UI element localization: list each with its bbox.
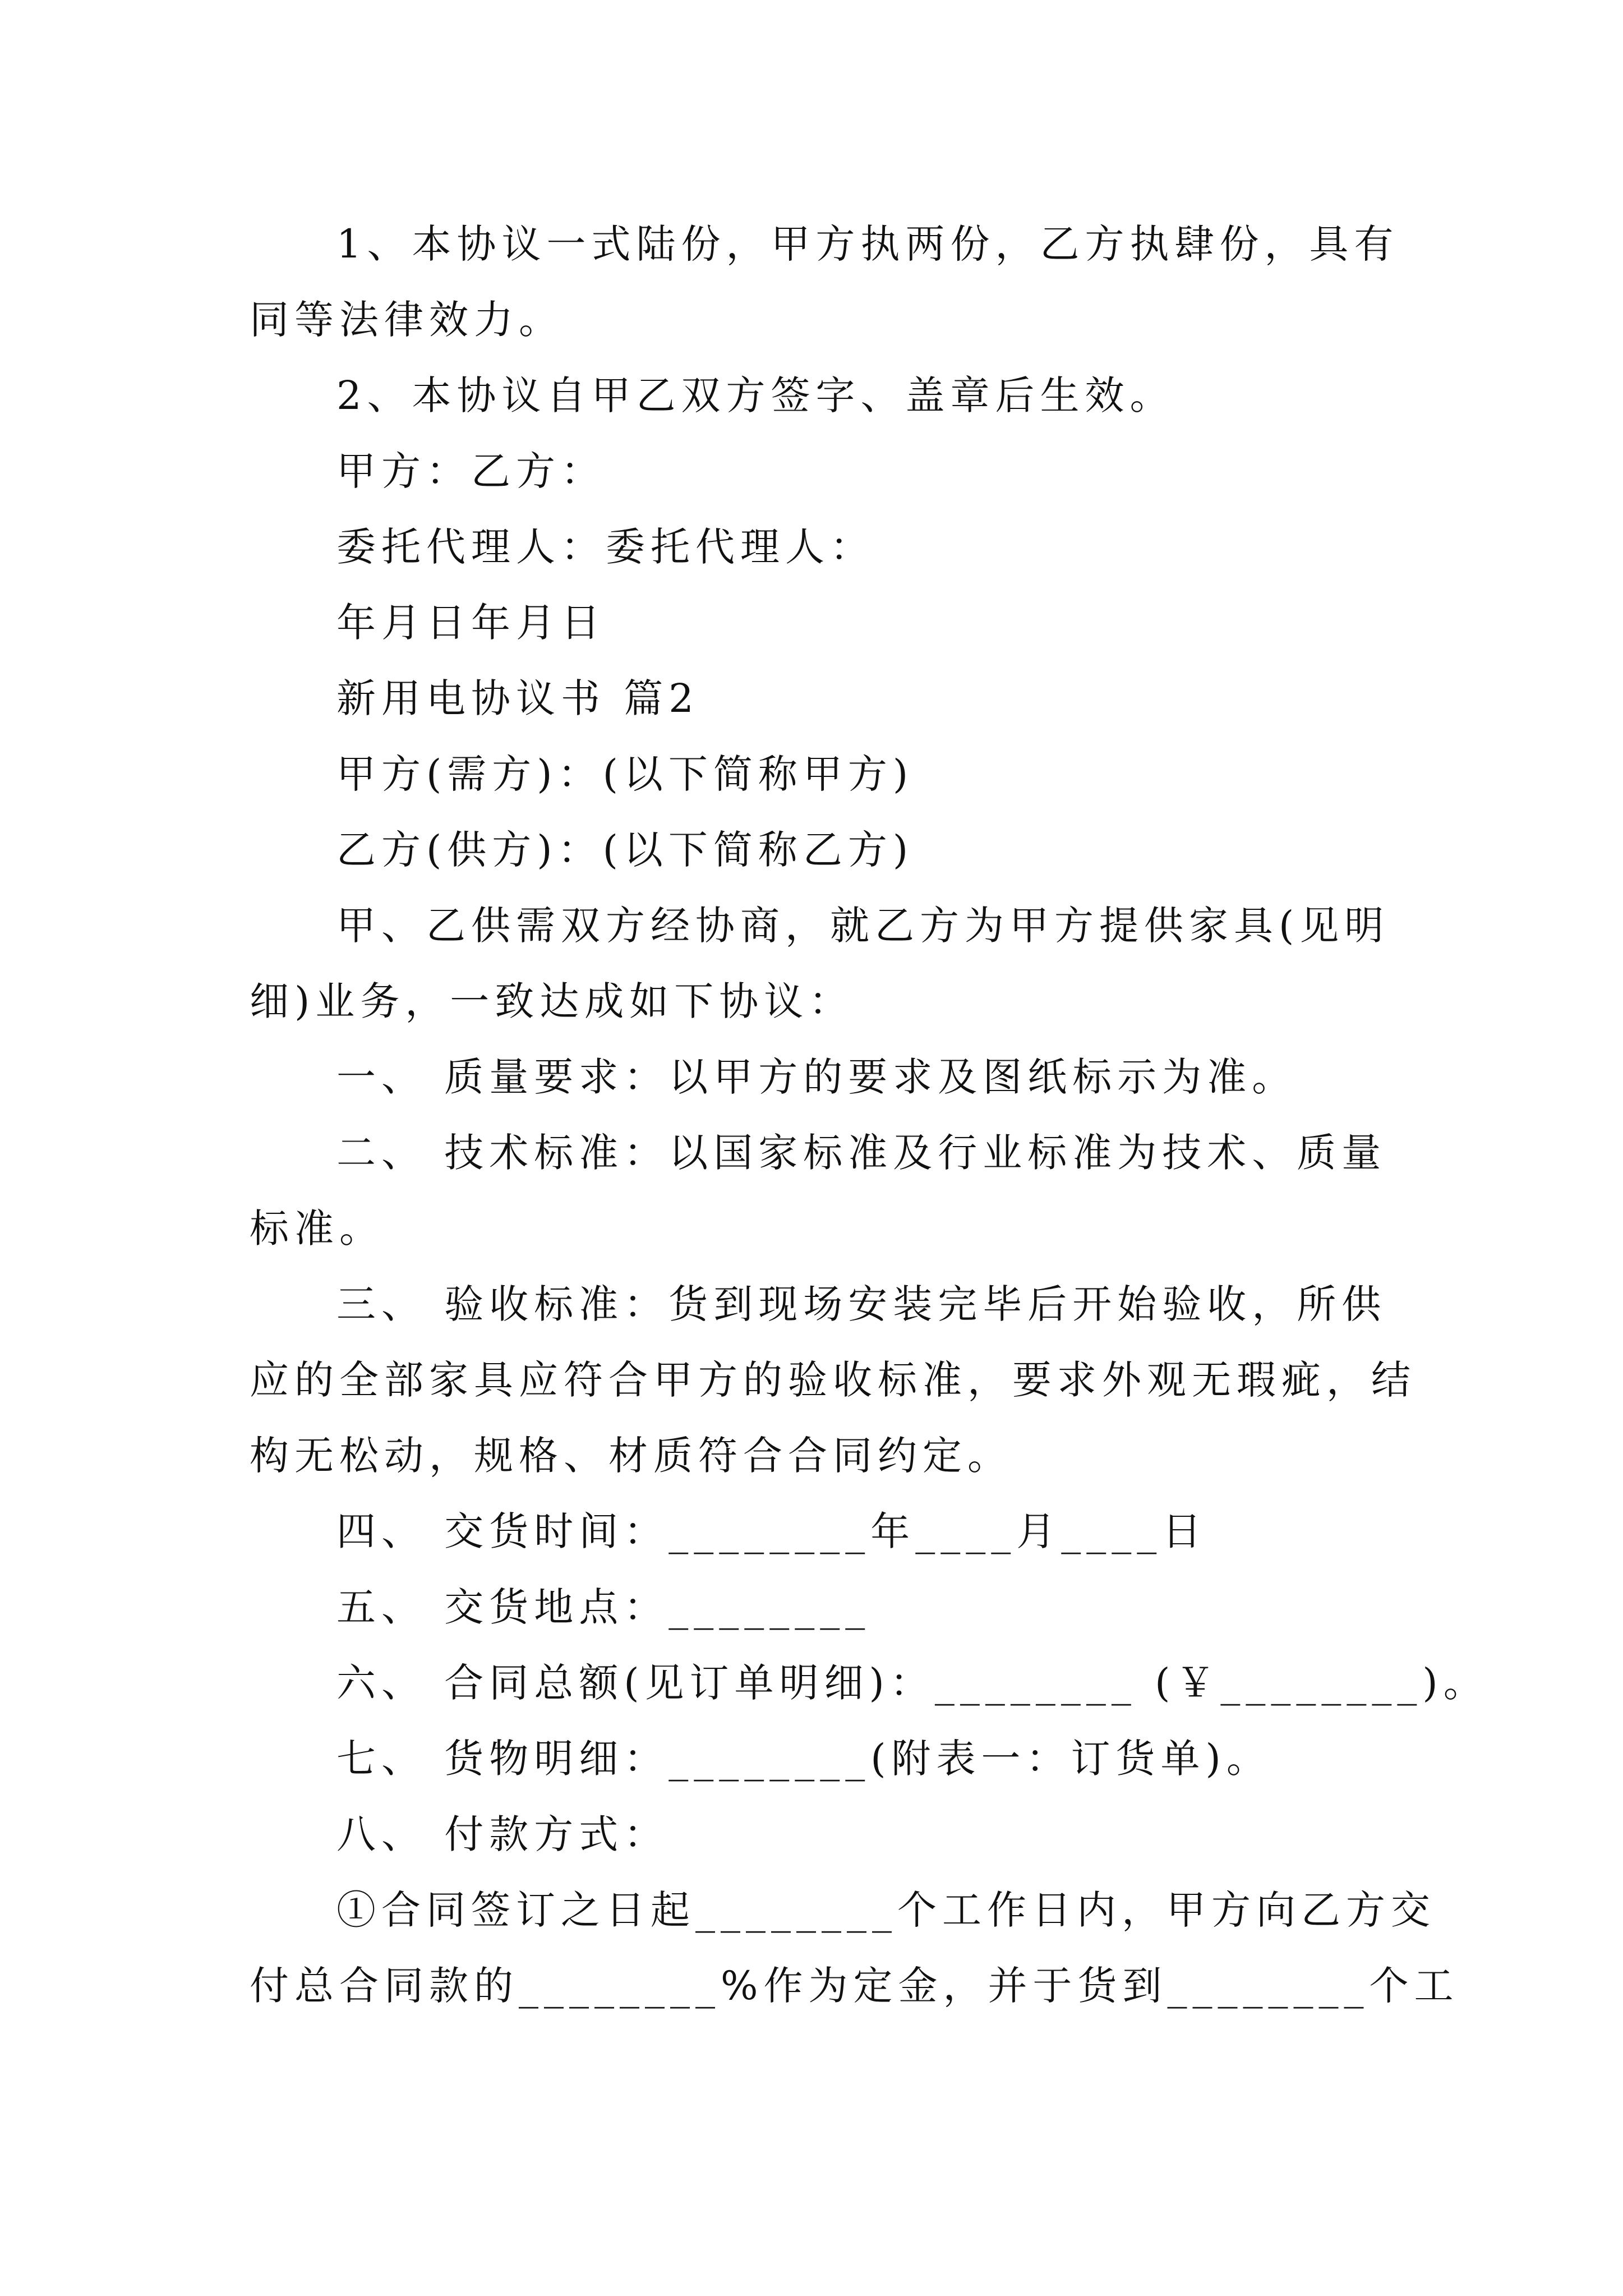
item-2-technical-line-1: 二、 技术标准：以国家标准及行业标准为技术、质量: [336, 1130, 1387, 1176]
date-labels: 年月日年月日: [336, 600, 606, 646]
item-3-acceptance-line-2: 应的全部家具应符合甲方的验收标准，要求外观无瑕疵，结: [250, 1357, 1416, 1403]
clause-1-line-2: 同等法律效力。: [250, 297, 564, 343]
section-title: 新用电协议书 篇2: [336, 675, 699, 721]
intro-line-1: 甲、乙供需双方经协商，就乙方为甲方提供家具(见明: [336, 903, 1390, 949]
item-6-total-amount: 六、 合同总额(见订单明细)：________ (￥________)。: [336, 1660, 1488, 1706]
intro-line-2: 细)业务，一致达成如下协议：: [250, 978, 854, 1024]
payment-line-1: ①合同签订之日起________个工作日内，甲方向乙方交: [336, 1887, 1436, 1933]
item-7-goods-detail: 七、 货物明细：________(附表一：订货单)。: [336, 1736, 1271, 1782]
party-a: 甲方(需方)：(以下简称甲方): [336, 751, 914, 797]
item-8-payment-method: 八、 付款方式：: [336, 1811, 669, 1857]
party-b: 乙方(供方)：(以下简称乙方): [336, 827, 914, 873]
item-3-acceptance-line-3: 构无松动，规格、材质符合合同约定。: [250, 1433, 1012, 1479]
payment-line-2: 付总合同款的________%作为定金，并于货到________个工: [250, 1963, 1459, 2009]
party-labels: 甲方：乙方：: [336, 448, 606, 494]
item-2-technical-line-2: 标准。: [250, 1205, 384, 1251]
agent-labels: 委托代理人：委托代理人：: [336, 524, 875, 570]
clause-1-line-1: 1、本协议一式陆份，甲方执两份，乙方执肆份，具有: [336, 221, 1399, 267]
item-3-acceptance-line-1: 三、 验收标准：货到现场安装完毕后开始验收，所供: [336, 1281, 1387, 1327]
item-1-quality: 一、 质量要求：以甲方的要求及图纸标示为准。: [336, 1054, 1297, 1100]
item-4-delivery-time: 四、 交货时间：________年____月____日: [336, 1508, 1207, 1554]
item-5-delivery-place: 五、 交货地点：________: [336, 1584, 871, 1630]
clause-2: 2、本协议自甲乙双方签字、盖章后生效。: [336, 372, 1175, 418]
